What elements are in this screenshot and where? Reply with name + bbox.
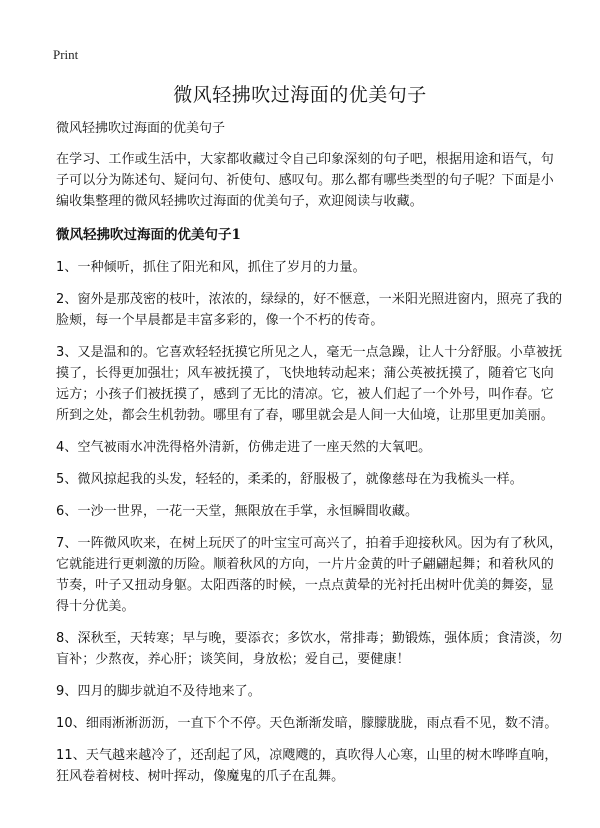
sentence-item-9: 9、四月的脚步就迫不及待地来了。 (56, 684, 261, 699)
sentence-item-2: 2、窗外是那茂密的枝叶，浓浓的，绿绿的，好不惬意，一米阳光照进窗内，照亮了我的脸颊，每一个早晨都是丰富多彩的，像一个不朽的传奇。 (56, 292, 563, 328)
sentence-item-8: 8、深秋至，天转寒；早与晚，要添衣；多饮水，常排毒；勤锻炼，强体质；食清淡，勿盲补；少熬夜，养心肝；谈笑间，身放松；爱自己，要健康！ (56, 631, 563, 667)
sentence-item-11: 11、天气越来越冷了，还刮起了风，凉飕飕的，真吹得人心寒，山里的树木哗哗直响，狂风卷着树枝、树叶挥动，像魔鬼的爪子在乱舞。 (56, 748, 558, 784)
page-title: 微风轻拂吹过海面的优美句子 (173, 84, 427, 106)
sentence-item-4: 4、空气被雨水冲洗得格外清新，仿佛走进了一座天然的大氧吧。 (56, 440, 432, 455)
sentence-item-5: 5、微风掠起我的头发，轻轻的，柔柔的，舒服极了，就像慈母在为我梳头一样。 (56, 472, 523, 487)
article-subtitle: 微风轻拂吹过海面的优美句子 (56, 121, 226, 136)
sentence-item-1: 1、一种倾听，抓住了阳光和风，抓住了岁月的力量。 (56, 260, 366, 275)
section-heading: 微风轻拂吹过海面的优美句子1 (56, 227, 241, 243)
sentence-item-3: 3、又是温和的。它喜欢轻轻抚摸它所见之人，毫无一点急躁，让人十分舒服。小草被抚摸了，长得更加强壮；风车被抚摸了，飞快地转动起来；蒲公英被抚摸了，随着它飞向远方；小孩子们被抚摸了，感到了无比的清凉。它，被人们起了一个外号，叫作春。它所到之处，都会生机勃勃。哪里有了春，哪里就会是人间一大仙境，让那里更加美丽。 (56, 345, 563, 423)
article-body (56, 118, 566, 798)
sentence-item-6: 6、一沙一世界，一花一天堂，無限放在手掌，永恒瞬間收藏。 (56, 504, 419, 519)
intro-paragraph: 在学习、工作或生活中，大家都收藏过令自己印象深刻的句子吧，根据用途和语气，句子可以分为陈述句、疑问句、祈使句、感叹句。那么都有哪些类型的句子呢？下面是小编收集整理的微风轻拂吹过海面的优美句子，欢迎阅读与收藏。 (56, 152, 554, 209)
print-link[interactable]: Print (53, 47, 79, 62)
sentence-item-7: 7、一阵微风吹来，在树上玩厌了的叶宝宝可高兴了，拍着手迎接秋风。因为有了秋风，它就能进行更刺激的历险。顺着秋风的方向，一片片金黄的叶子翩翩起舞；和着秋风的节奏，叶子又扭动身躯。太阳西落的时候，一点点黄晕的光衬托出树叶优美的舞姿，显得十分优美。 (56, 536, 563, 614)
sentence-item-10: 10、细雨淅淅沥沥，一直下个不停。天色渐渐发暗，朦朦胧胧，雨点看不见，数不清。 (56, 716, 558, 731)
